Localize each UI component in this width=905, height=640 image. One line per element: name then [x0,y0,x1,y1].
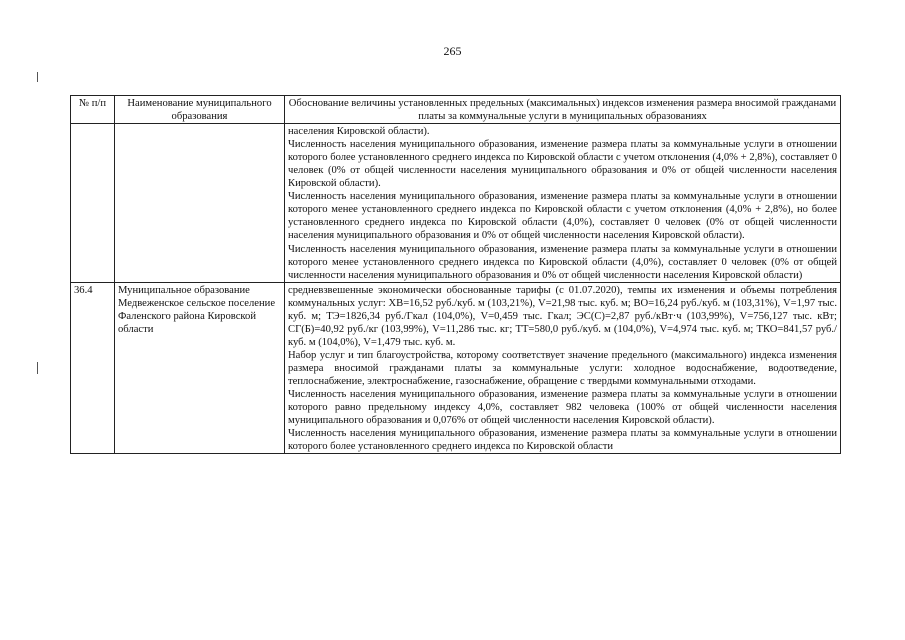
header-num: № п/п [71,96,115,124]
paragraph: Численность населения муниципального образования, изменение размера платы за коммунальные услуги в отношении которого менее установленного среднего индекса по Кировской области (4,0%), составляет 0 человек (0% от общей численности населения муниципального образования и 0% от общей численности населения Кировской области) [288,243,837,281]
paragraph: Численность населения муниципального образования, изменение размера платы за коммунальные услуги в отношении которого более установленного среднего индекса по Кировской области с учетом отклонения (4,0% + 2,8%), составляет 0 человек (0% от общей численности населения муниципального образования и 0% от общей численности населения Кировской области). [288,139,837,190]
page-number: 265 [443,44,462,58]
justification-table [70,95,841,454]
header-name: Наименование муниципального образования [115,96,285,124]
paragraph: средневзвешенные экономически обоснованные тарифы (с 01.07.2020), темпы их изменения и объемы потребления коммунальных услуг: ХВ=16,52 руб./куб. м (103,21%), V=21,98 тыс. куб. м; ВО=16,24 руб./куб. м (103,31%), V=1,97 тыс. куб. м; ТЭ=1826,34 руб./Гкал (104,0%), V=0,459 тыс. Гкал; ЭС(С)=2,87 руб./кВт·ч (103,99%), V=756,127 тыс. кВт; СГ(Б)=40,92 руб./кг (103,99%), V=11,286 тыс. кг; ТТ=580,0 руб./куб. м (104,0%), V=4,974 тыс. куб. м; ТКО=841,57 руб./куб. м (104,0%), V=1,479 тыс. куб. м. [288,284,837,348]
table-header-row [71,96,841,124]
paragraph: населения Кировской области). [288,126,430,138]
margin-mark [37,362,38,374]
paragraph: Набор услуг и тип благоустройства, которому соответствует значение предельного (максимального) индекса изменения размера вносимой гражданами платы за коммунальные услуги: холодное водоснабжение, водоотведение, теплоснабжение, электроснабжение, газоснабжение, обращение с твердыми коммунальными отходами. [288,349,837,387]
table-row-continuation [71,124,841,283]
header-justification: Обоснование величины установленных предельных (максимальных) индексов изменения размера вносимой гражданами платы за коммунальные услуги в муниципальных образованиях [285,96,841,124]
cell-justification [285,282,841,454]
paragraph: Численность населения муниципального образования, изменение размера платы за коммунальные услуги в отношении которого более установленного среднего индекса по Кировской области [288,428,837,453]
cell-num-empty [71,124,115,283]
cell-name-empty [115,124,285,283]
cell-justification [285,124,841,283]
table-row-36-4 [71,282,841,454]
cell-num: 36.4 [71,282,115,454]
cell-municipality-name [115,282,285,454]
margin-mark [37,72,38,82]
municipality-name: Муниципальное образование Медвеженское сельское поселение Фаленского района Кировской области [118,284,276,335]
paragraph: Численность населения муниципального образования, изменение размера платы за коммунальные услуги в отношении которого менее установленного среднего индекса по Кировской области с учетом отклонения (4,0% + 2,8%), но более установленного среднего индекса по Кировской области (4,0%), составляет 0 человек (0% от общей численности населения муниципального образования и 0% от общей численности населения Кировской области). [288,191,837,242]
paragraph: Численность населения муниципального образования, изменение размера платы за коммунальные услуги в отношении которого равно предельному индексу 4,0%, составляет 982 человека (100% от общей численности населения муниципального образования и 0,076% от общей численности населения Кировской области). [288,389,837,427]
